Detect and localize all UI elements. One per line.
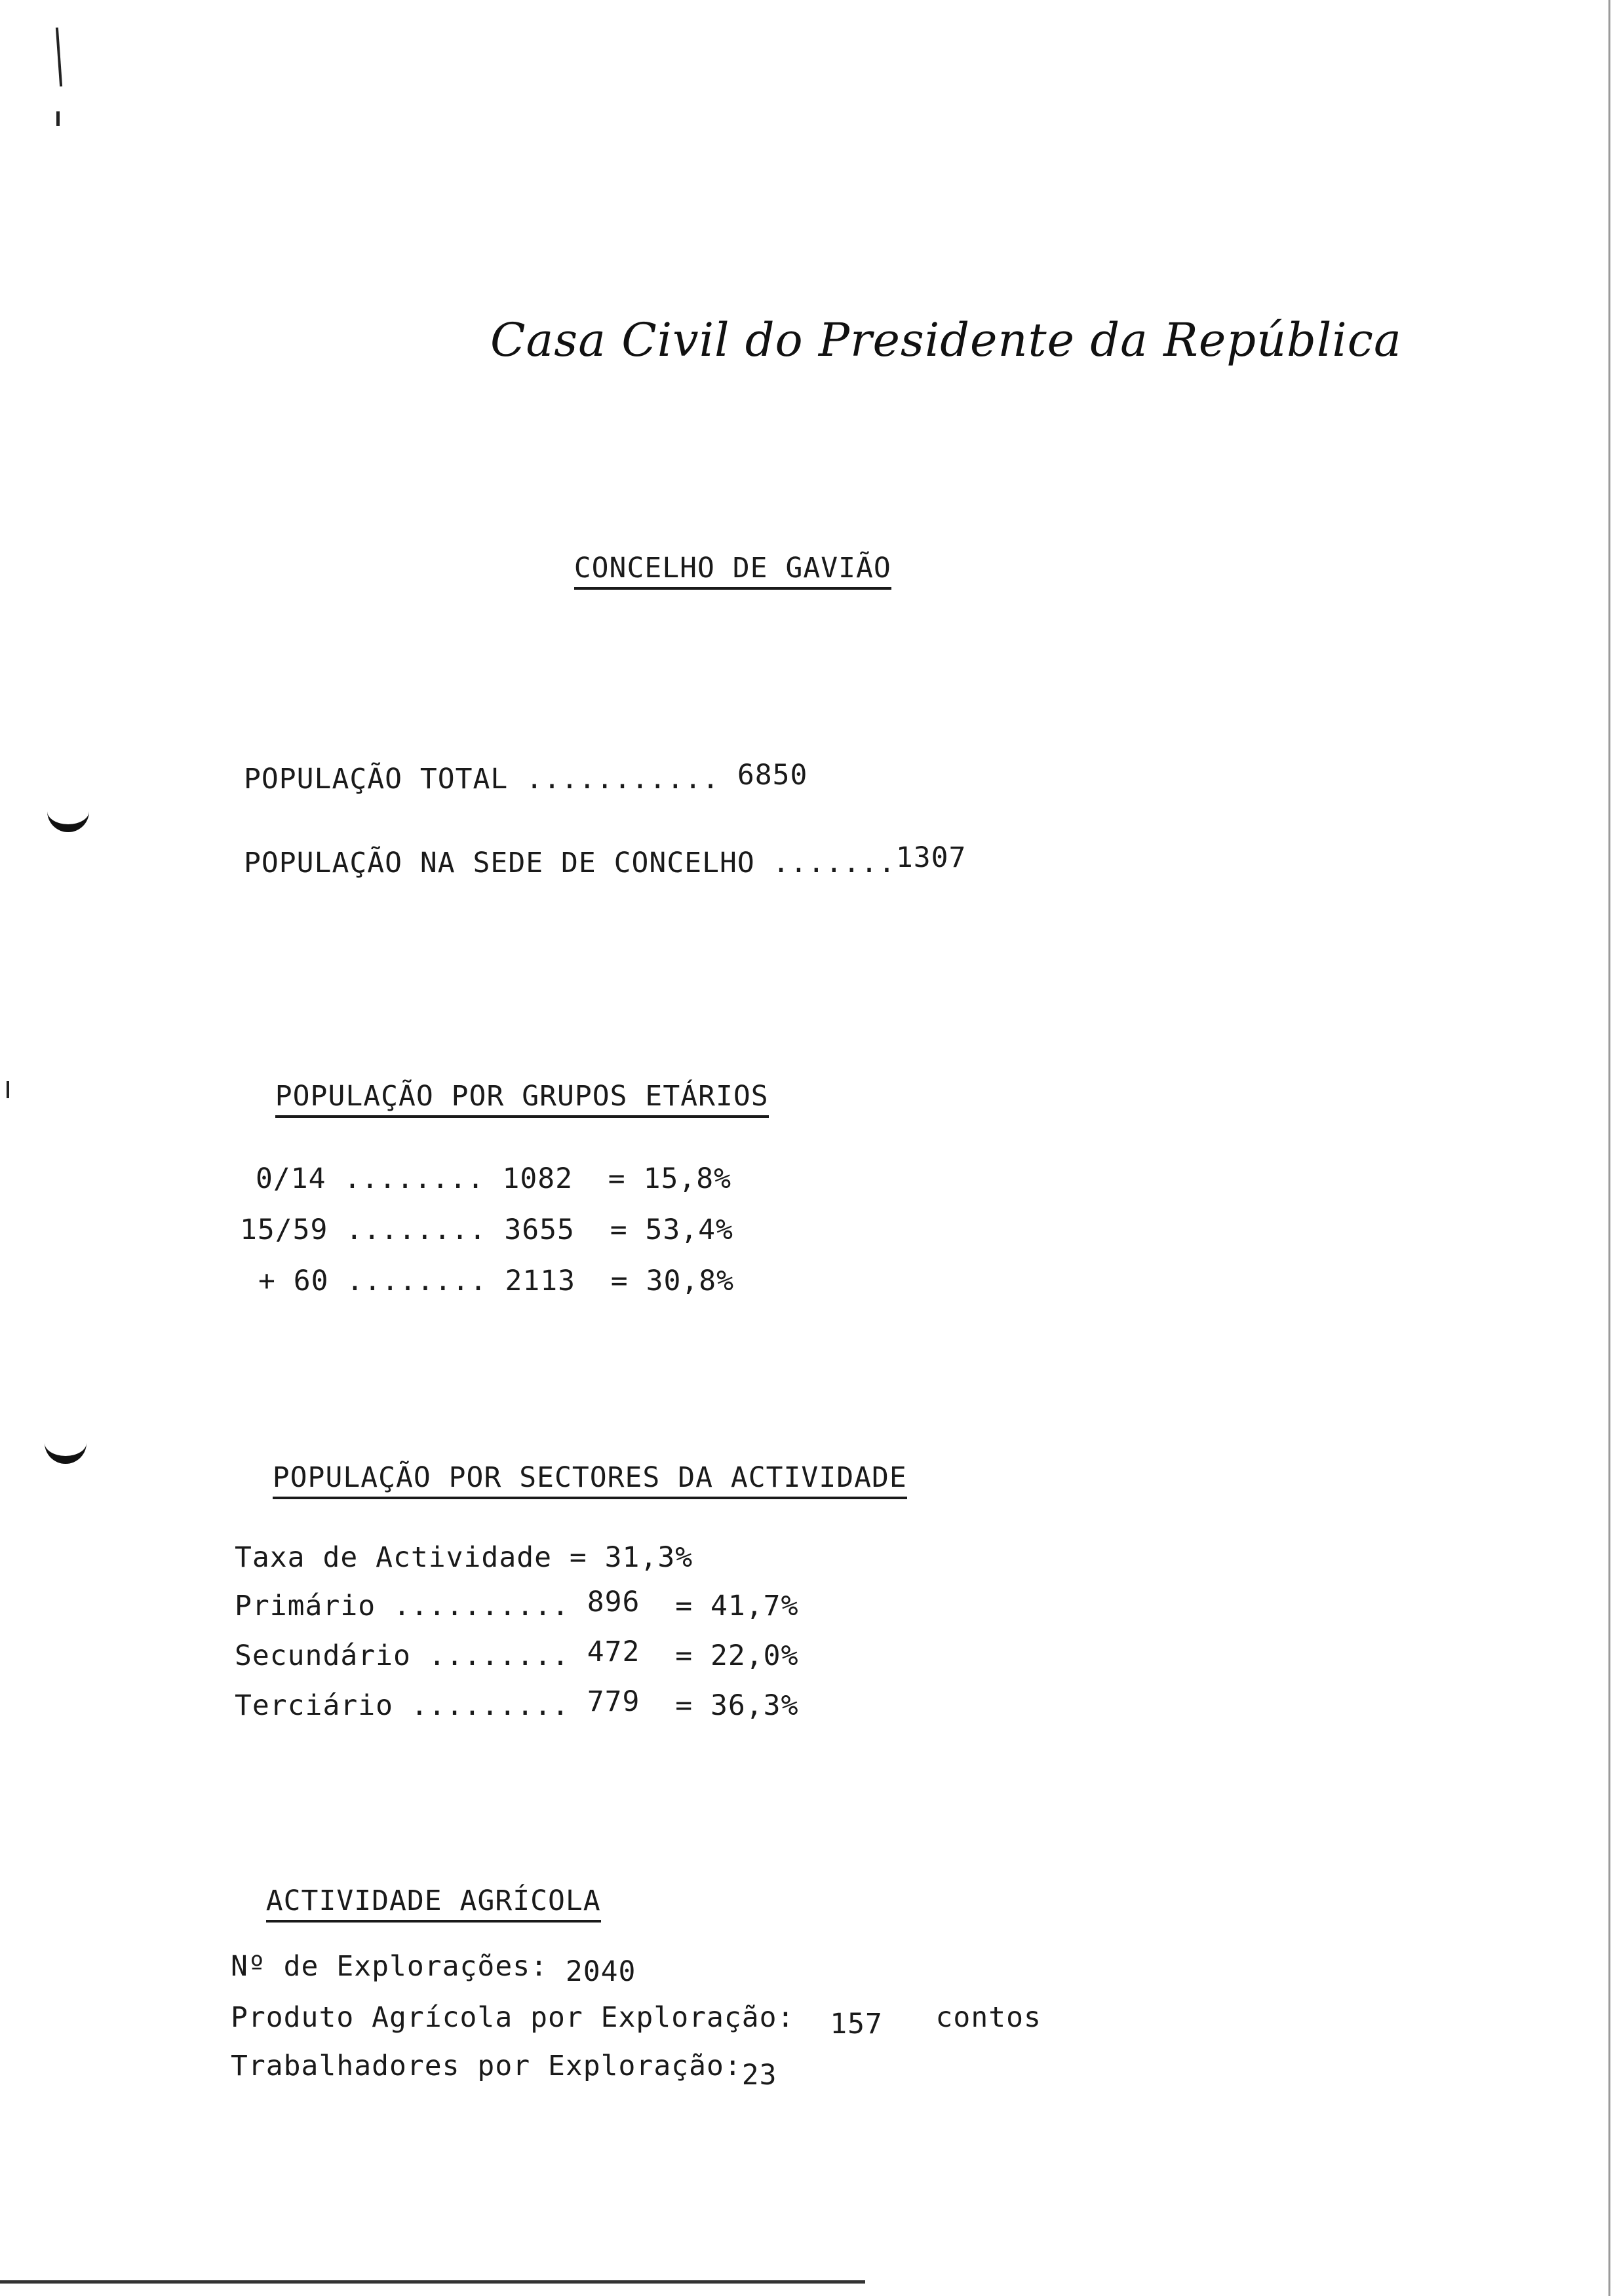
age-eq: = — [610, 1265, 629, 1297]
product-line — [231, 2001, 1041, 2040]
binder-hole-lower — [45, 1430, 87, 1464]
sector-value: 779 — [587, 1685, 640, 1718]
activity-rate-line — [235, 1541, 693, 1574]
activity-rate-eq: = — [569, 1541, 587, 1574]
age-eq: = — [608, 1162, 626, 1195]
sector-dots: ........ — [428, 1639, 570, 1672]
scan-mark-left — [7, 1081, 9, 1098]
farms-line — [231, 1950, 636, 1988]
sector-percent: 41,7% — [710, 1590, 799, 1622]
sector-value: 896 — [587, 1586, 640, 1618]
age-dots: ........ — [346, 1265, 488, 1297]
sector-eq: = — [675, 1689, 693, 1722]
sector-row — [235, 1586, 799, 1622]
product-unit: contos — [935, 2001, 1041, 2034]
age-value: 3655 — [504, 1214, 575, 1246]
age-eq: = — [610, 1214, 628, 1246]
sector-row — [235, 1685, 799, 1722]
binder-hole-upper — [47, 798, 89, 832]
sector-dots: ......... — [410, 1689, 570, 1722]
document-title: CONCELHO DE GAVIÃO — [574, 552, 891, 590]
population-total-line — [244, 759, 808, 795]
population-total-value: 6850 — [737, 759, 808, 792]
sector-eq: = — [675, 1590, 693, 1622]
agriculture-heading: ACTIVIDADE AGRÍCOLA — [266, 1885, 601, 1923]
workers-line — [231, 2050, 777, 2092]
sector-row — [235, 1636, 799, 1672]
letterhead: Casa Civil do Presidente da República — [490, 313, 1402, 367]
age-value: 2113 — [505, 1265, 576, 1297]
age-groups-heading-wrap — [240, 1047, 769, 1113]
age-percent: 30,8% — [646, 1265, 735, 1297]
sector-percent: 22,0% — [710, 1639, 799, 1672]
sector-percent: 36,3% — [710, 1689, 799, 1722]
age-groups-heading: POPULAÇÃO POR GRUPOS ETÁRIOS — [275, 1080, 769, 1118]
workers-value: 23 — [741, 2059, 777, 2092]
farms-value: 2040 — [565, 1955, 636, 1988]
agriculture-heading-wrap — [231, 1852, 601, 1917]
age-dots: ........ — [343, 1162, 485, 1195]
scan-mark-top-left-small — [56, 111, 60, 126]
age-group: 0/14 — [256, 1162, 326, 1195]
age-group: + 60 — [258, 1265, 329, 1297]
sector-name: Secundário — [235, 1639, 411, 1672]
age-row — [258, 1265, 734, 1297]
population-total-dots: ........... — [526, 763, 720, 795]
population-seat-label: POPULAÇÃO NA SEDE DE CONCELHO — [244, 847, 755, 879]
sectors-heading: POPULAÇÃO POR SECTORES DA ACTIVIDADE — [273, 1461, 907, 1499]
farms-label: Nº de Explorações: — [231, 1950, 548, 1983]
sectors-heading-wrap — [237, 1428, 907, 1494]
scan-mark-top-left — [56, 28, 62, 86]
population-seat-value: 1307 — [895, 841, 967, 874]
age-dots: ........ — [345, 1214, 487, 1246]
age-row — [240, 1214, 733, 1246]
activity-rate-label: Taxa de Actividade — [235, 1541, 552, 1574]
age-value: 1082 — [502, 1162, 574, 1195]
product-label: Produto Agrícola por Exploração: — [231, 2001, 795, 2034]
sector-name: Terciário — [235, 1689, 393, 1722]
product-value: 157 — [830, 2008, 883, 2040]
age-percent: 15,8% — [643, 1162, 732, 1195]
sector-eq: = — [675, 1639, 693, 1672]
workers-label: Trabalhadores por Exploração: — [231, 2050, 742, 2082]
age-percent: 53,4% — [645, 1214, 733, 1246]
activity-rate-value: 31,3% — [604, 1541, 693, 1574]
page-edge-right — [1608, 0, 1610, 2296]
population-seat-dots: ....... — [772, 847, 896, 879]
sector-name: Primário — [235, 1590, 376, 1622]
population-total-label: POPULAÇÃO TOTAL — [244, 763, 509, 795]
sector-value: 472 — [587, 1636, 640, 1668]
age-group: 15/59 — [240, 1214, 328, 1246]
title-wrap — [539, 519, 891, 584]
page-edge-bottom — [0, 2280, 865, 2284]
age-row — [256, 1162, 731, 1195]
population-seat-line — [244, 841, 967, 879]
sector-dots: .......... — [393, 1590, 570, 1622]
